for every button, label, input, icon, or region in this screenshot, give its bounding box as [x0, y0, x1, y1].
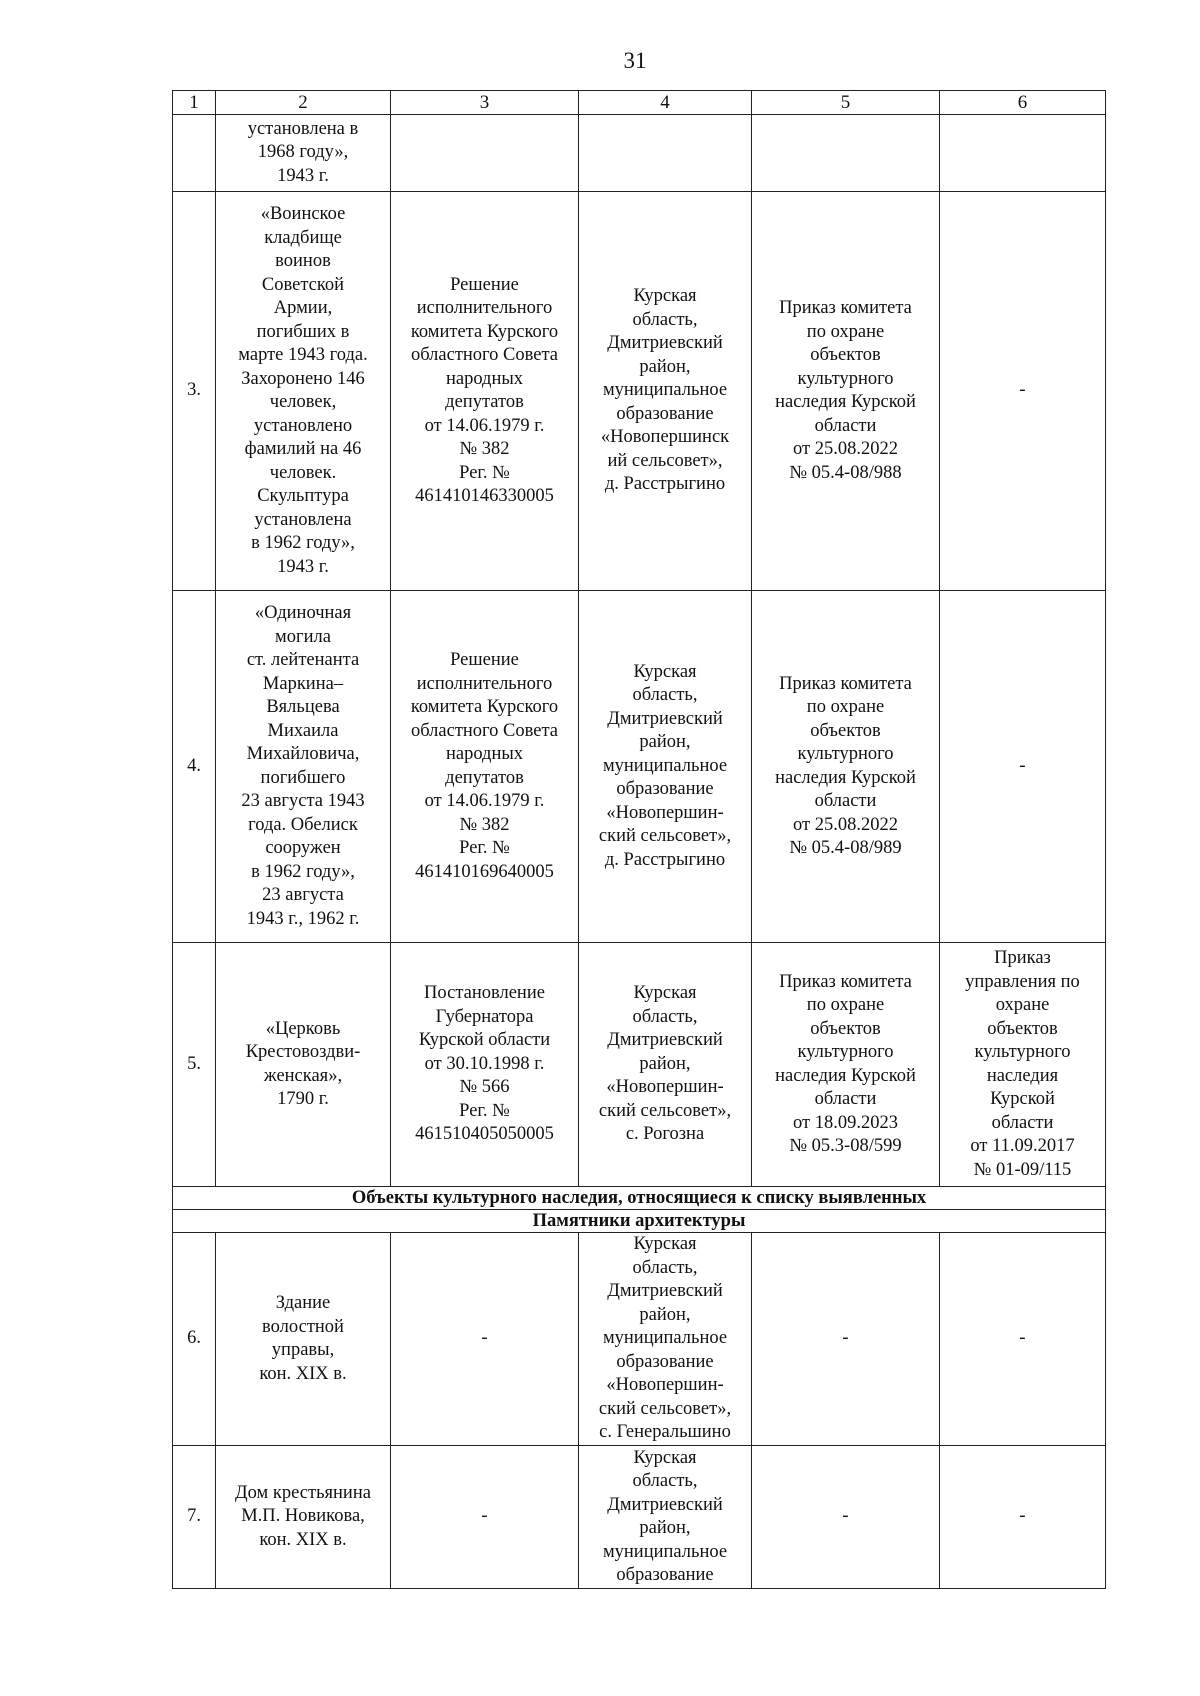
table-row — [173, 1233, 1106, 1446]
location-cell: Курская область, Дмитриевский район, муниципальное образование «Новопершинск ий сельсовет», д. Расстрыгино — [579, 192, 752, 591]
protection-document-cell: - — [391, 1446, 579, 1589]
protection-document-cell — [391, 115, 579, 192]
order-cell: Приказ комитета по охране объектов культурного наследия Курской области от 25.08.2022 № 05.4-08/988 — [752, 192, 940, 591]
protection-zone-order-cell — [940, 115, 1106, 192]
protection-document-cell: Решение исполнительного комитета Курского областного Совета народных депутатов от 14.06.1979 г. № 382 Рег. № 461410169640005 — [391, 591, 579, 943]
column-number: 5 — [752, 91, 940, 115]
protection-zone-order-cell: Приказ управления по охране объектов культурного наследия Курской области от 11.09.2017 № 01-09/115 — [940, 943, 1106, 1187]
order-cell: - — [752, 1233, 940, 1446]
protection-document-cell: Постановление Губернатора Курской области от 30.10.1998 г. № 566 Рег. № 461510405050005 — [391, 943, 579, 1187]
location-cell: Курская область, Дмитриевский район, муниципальное образование «Новопершин- ский сельсовет», д. Расстрыгино — [579, 591, 752, 943]
protection-document-cell: Решение исполнительного комитета Курского областного Совета народных депутатов от 14.06.1979 г. № 382 Рег. № 461410146330005 — [391, 192, 579, 591]
table-row — [173, 943, 1106, 1187]
protection-zone-order-cell: - — [940, 1446, 1106, 1589]
object-name-cell: установлена в 1968 году», 1943 г. — [216, 115, 391, 192]
location-cell: Курская область, Дмитриевский район, муниципальное образование «Новопершин- ский сельсовет», с. Генеральшино — [579, 1233, 752, 1446]
location-cell: Курская область, Дмитриевский район, муниципальное образование — [579, 1446, 752, 1589]
object-name-cell: Здание волостной управы, кон. XIX в. — [216, 1233, 391, 1446]
page-number: 31 — [623, 48, 647, 73]
row-number-cell — [173, 115, 216, 192]
location-cell: Курская область, Дмитриевский район, «Новопершин- ский сельсовет», с. Рогозна — [579, 943, 752, 1187]
protection-zone-order-cell: - — [940, 192, 1106, 591]
protection-zone-order-cell: - — [940, 591, 1106, 943]
object-name-cell: «Воинское кладбище воинов Советской Армии, погибших в марте 1943 года. Захоронено 146 человек, установлено фамилий на 46 человек. Скульптура установлена в 1962 году», 1943 г. — [216, 192, 391, 591]
column-number: 4 — [579, 91, 752, 115]
order-cell: - — [752, 1446, 940, 1589]
order-cell: Приказ комитета по охране объектов культурного наследия Курской области от 18.09.2023 № 05.3-08/599 — [752, 943, 940, 1187]
heritage-register-table — [172, 90, 1106, 1589]
subsection-heading: Памятники архитектуры — [173, 1210, 1106, 1233]
section-heading-row — [173, 1187, 1106, 1210]
row-number-cell: 7. — [173, 1446, 216, 1589]
row-number-cell: 3. — [173, 192, 216, 591]
table-row — [173, 192, 1106, 591]
object-name-cell: Дом крестьянина М.П. Новикова, кон. XIX в. — [216, 1446, 391, 1589]
row-number-cell: 5. — [173, 943, 216, 1187]
object-name-cell: «Церковь Крестовоздви- женская», 1790 г. — [216, 943, 391, 1187]
protection-zone-order-cell: - — [940, 1233, 1106, 1446]
order-cell — [752, 115, 940, 192]
order-cell: Приказ комитета по охране объектов культурного наследия Курской области от 25.08.2022 № 05.4-08/989 — [752, 591, 940, 943]
location-cell — [579, 115, 752, 192]
object-name-cell: «Одиночная могила ст. лейтенанта Маркина– Вяльцева Михаила Михайловича, погибшего 23 августа 1943 года. Обелиск сооружен в 1962 году», 23 августа 1943 г., 1962 г. — [216, 591, 391, 943]
column-number: 1 — [173, 91, 216, 115]
row-number-cell: 6. — [173, 1233, 216, 1446]
column-number: 6 — [940, 91, 1106, 115]
table-row — [173, 1446, 1106, 1589]
subsection-heading-row — [173, 1210, 1106, 1233]
section-heading: Объекты культурного наследия, относящиеся к списку выявленных — [173, 1187, 1106, 1210]
table-row-continued — [173, 115, 1106, 192]
row-number-cell: 4. — [173, 591, 216, 943]
protection-document-cell: - — [391, 1233, 579, 1446]
column-number: 3 — [391, 91, 579, 115]
column-number-row — [173, 91, 1106, 115]
column-number: 2 — [216, 91, 391, 115]
table-row — [173, 591, 1106, 943]
